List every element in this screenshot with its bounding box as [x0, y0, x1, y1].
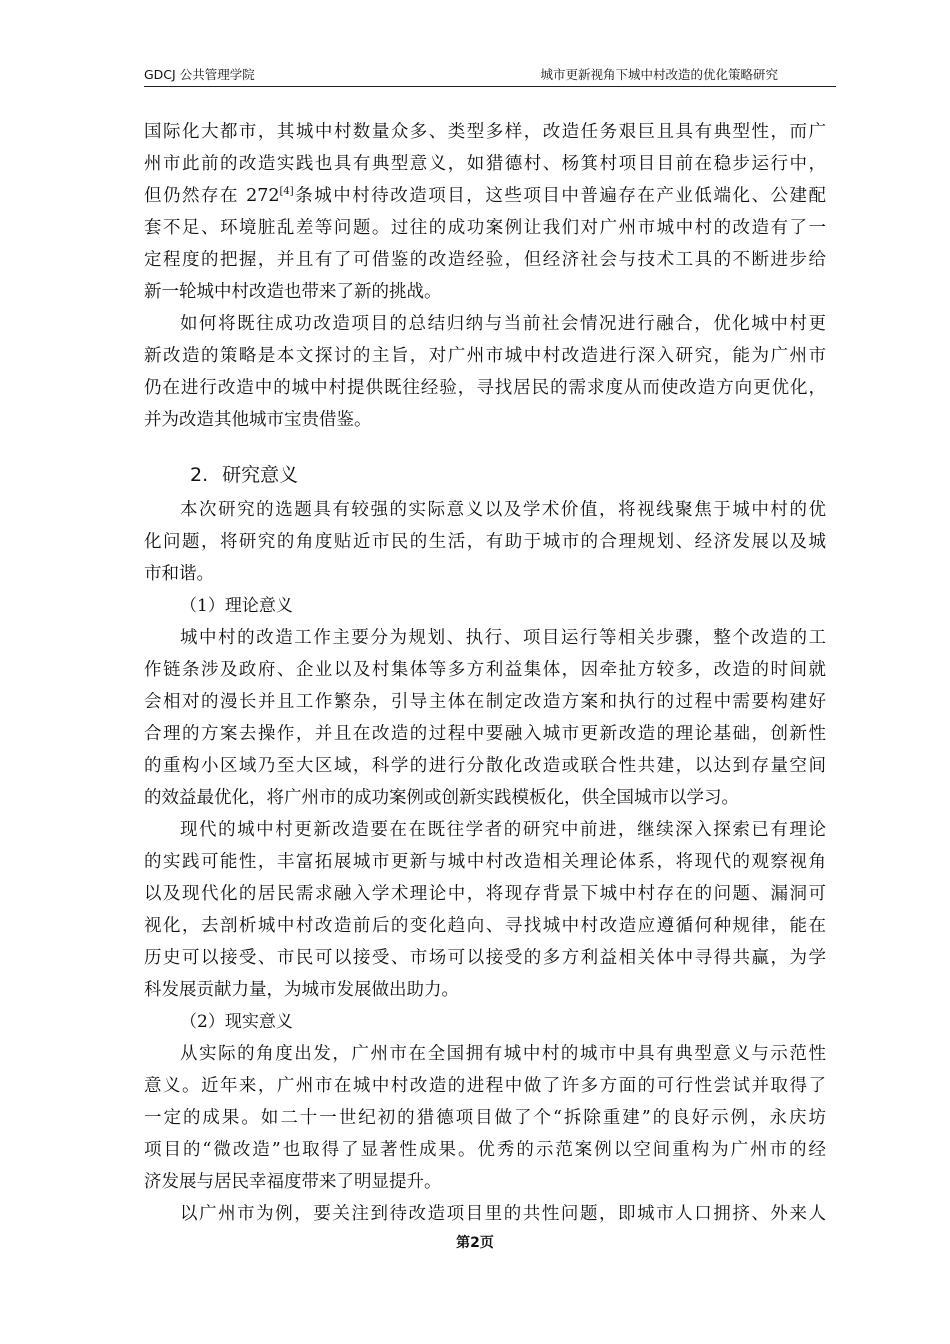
text-span: 条城中村待改造项目，这些项目中普遍存在产业低端化、公建配: [293, 186, 826, 206]
text-line: 科发展贡献力量，为城市发展做出助力。: [144, 980, 459, 1000]
text-line: 的重构小区域乃至大区域，科学的进行分散化改造或联合性共建，以达到存量空间: [144, 756, 826, 776]
text-line: 意义。近年来，广州市在城中村改造的进程中做了许多方面的可行性尝试并取得了: [144, 1076, 826, 1096]
text-line: 历史可以接受、市民可以接受、市场可以接受的多方利益相关体中寻得共赢，为学: [144, 948, 826, 968]
text-line: 视化，去剖析城中村改造前后的变化趋向、寻找城中村改造应遵循何种规律，能在: [144, 916, 826, 936]
paragraph-6: [144, 1038, 826, 1198]
text-line: 从实际的角度出发，广州市在全国拥有城中村的城市中具有典型意义与示范性: [180, 1044, 826, 1064]
running-header: [144, 66, 836, 87]
text-line: 的效益最优化，将广州市的成功案例或创新实践模板化，供全国城市以学习。: [144, 788, 739, 808]
text-line: 如何将既往成功改造项目的总结归纳与当前社会情况进行融合，优化城中村更: [180, 314, 826, 334]
text-line: 定程度的把握，并且有了可借鉴的改造经验，但经济社会与技术工具的不断进步给: [144, 250, 826, 270]
text-line: 本次研究的选题具有较强的实际意义以及学术价值，将视线聚焦于城中村的优: [180, 500, 826, 520]
subheading-practical: （2）现实意义: [180, 1012, 293, 1032]
paragraph-1: [144, 116, 826, 308]
header-thesis-title: 城市更新视角下城中村改造的优化策略研究: [540, 67, 778, 82]
text-line: 以及现代化的居民需求融入学术理论中，将现存背景下城中村存在的问题、漏洞可: [144, 884, 826, 904]
text-line: 新一轮城中村改造也带来了新的挑战。: [144, 282, 442, 302]
text-span: 但仍然存在 272: [144, 186, 280, 206]
section-number: 2.: [190, 464, 209, 486]
paragraph-4: [144, 622, 826, 814]
text-line: 城中村的改造工作主要分为规划、执行、项目运行等相关步骤，整个改造的工: [180, 628, 826, 648]
text-line: 化问题，将研究的角度贴近市民的生活，有助于城市的合理规划、经济发展以及城: [144, 532, 826, 552]
text-line: 会相对的漫长并且工作繁杂，引导主体在制定改造方案和执行的过程中需要构建好: [144, 692, 826, 712]
section-title-text: 研究意义: [222, 464, 299, 486]
text-line: 济发展与居民幸福度带来了明显提升。: [144, 1172, 442, 1192]
citation-marker: [4]: [279, 186, 294, 198]
text-line: 新改造的策略是本文探讨的主旨，对广州市城中村改造进行深入研究，能为广州市: [144, 346, 826, 366]
text-line: 并为改造其他城市宝贵借鉴。: [144, 410, 372, 430]
text-line: 合理的方案去操作，并且在改造的过程中要融入城市更新改造的理论基础，创新性: [144, 724, 826, 744]
subheading-theoretical: （1）理论意义: [180, 596, 293, 616]
text-line: 项目的“微改造”也取得了显著性成果。优秀的示范案例以空间重构为广州市的经: [144, 1140, 826, 1160]
paragraph-5: [144, 814, 826, 1006]
header-institution: GDCJ 公共管理学院: [144, 67, 255, 82]
text-line: 仍在进行改造中的城中村提供既往经验，寻找居民的需求度从而使改造方向更优化，: [144, 378, 826, 398]
text-line: 作链条涉及政府、企业以及村集体等多方利益集体，因牵扯方较多，改造的时间就: [144, 660, 826, 680]
text-line: 国际化大都市，其城中村数量众多、类型多样，改造任务艰巨且具有典型性，而广: [144, 122, 826, 142]
text-line: 一定的成果。如二十一世纪初的猎德项目做了个“拆除重建”的良好示例，永庆坊: [144, 1108, 826, 1128]
text-line: 州市此前的改造实践也具有典型意义，如猎德村、杨箕村项目目前在稳步运行中，: [144, 154, 826, 174]
text-line: 的实践可能性，丰富拓展城市更新与城中村改造相关理论体系，将现代的观察视角: [144, 852, 826, 872]
body-text: [144, 116, 826, 1230]
text-line: 套不足、环境脏乱差等问题。过往的成功案例让我们对广州市城中村的改造有了一: [144, 218, 826, 238]
page-number: 第2页: [456, 1235, 494, 1251]
paragraph-2: [144, 308, 826, 436]
text-line: 市和谐。: [144, 564, 214, 584]
text-line: [144, 180, 826, 212]
paragraph-3: [144, 494, 826, 590]
paragraph-7: [144, 1198, 826, 1230]
text-line: 现代的城中村更新改造要在在既往学者的研究中前进，继续深入探索已有理论: [180, 820, 826, 840]
section-heading: [144, 456, 826, 494]
text-line: 以广州市为例，要关注到待改造项目里的共性问题，即城市人口拥挤、外来人: [180, 1204, 826, 1224]
